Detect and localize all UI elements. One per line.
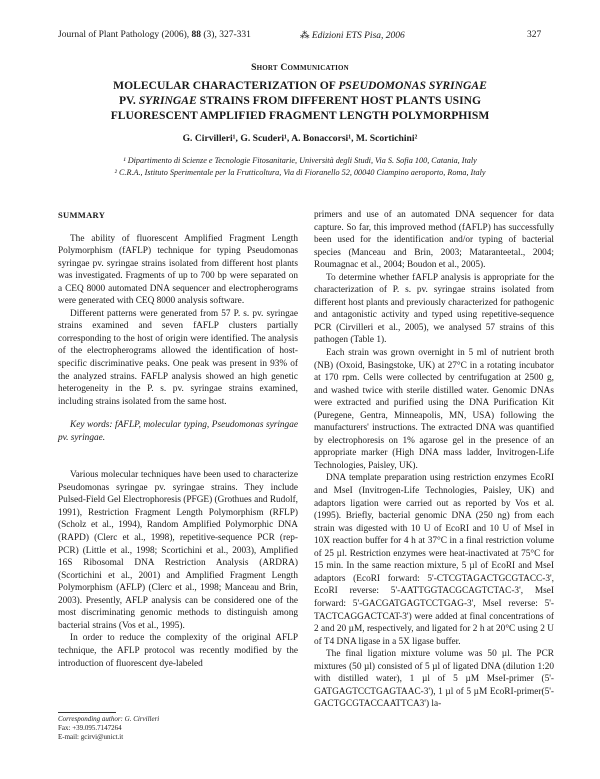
left-column bbox=[58, 209, 298, 670]
right-column bbox=[314, 209, 554, 711]
keywords: Key words: fAFLP, molecular typing, Pseudomonas syringae pv. syringae. bbox=[58, 420, 298, 443]
body-paragraph: DNA template preparation using restriction enzymes EcoRI and MseI (Invitrogen-Life Technologies, Paisley, UK) and adaptors ligation were carried out as reported by Vos et al. (1995). Briefly, bacterial genomic DNA (250 ng) from each strain was digested with 10 U of EcoRI and 10 U of MseI in 10X reaction buffer for 4 h at 37°C in a final restriction volume of 25 µl. Restriction enzymes were heat-inactivated at 75°C for 15 min. In the same reaction mixture, 5 µl of EcoRI and MseI adaptors (EcoRI forward: 5'-CTCGTAGACTGCGTACC-3', EcoRI reverse: 5'-AATTGGTACGCAGTCTAC-3', MseI forward: 5'-GACGATGAGTCCTGAG-3', MseI reverse: 5'-TACTCAGGACTCAT-3') were added at final concentrations of 2 and 20 µM, respectively, and ligated for 2 h at 20°C using 2 U of T4 DNA ligase in a 5X ligase buffer. bbox=[314, 473, 554, 647]
body-paragraph: Each strain was grown overnight in 5 ml of nutrient broth (NB) (Oxoid, Basingstoke, UK) at 27°C in a rotating incubator at 170 rpm. Cells were collected by centrifugation at 2500 g, and washed twice with sterile distilled water. Genomic DNAs were extracted and purified using the DNA Purification Kit (Puregene, Gentra, Minneapolis, MN, USA) following the manufacturers' instructions. The extracted DNA was quantified by electrophoresis on 1% agarose gel in the presence of an appropriate marker (High DNA mass ladder, Invitrogen-Life Technologies, Paisley, UK). bbox=[314, 348, 554, 471]
body-paragraph: Various molecular techniques have been used to characterize Pseudomonas syringae pv. syringae strains. They include Pulsed-Field Gel Electrophoresis (PFGE) (Grothues and Rudolf, 1991), Restriction Fragment Length Polymorphism (RFLP) (Scholz et al., 1994), Random Amplified Polymorphic DNA (RAPD) (Clerc et al., 1998), repetitive-sequence PCR (rep-PCR) (Little et al., 1998; Scortichini et al., 2003), Amplified 16S Ribosomal DNA Restriction Analysis (ARDRA) (Scortichini et al., 2001) and Amplified Fragment Length Polymorphism (AFLP) (Clerc et al., 1998; Manceau and Brin, 2003). Presently, AFLP analysis can be considered one of the most discriminating genomic methods to distinguish among bacterial strains (Vos et al., 1995). bbox=[58, 470, 298, 631]
footnote-rule bbox=[58, 712, 116, 713]
running-header-publisher: ⁂ Edizioni ETS Pisa, 2006 bbox=[300, 31, 405, 41]
volume: 88 bbox=[191, 30, 202, 40]
summary-paragraph: Different patterns were generated from 57 P. s. pv. syringae strains examined and seven fAFLP clusters partially corresponding to the host of origin were identified. The analysis of the electropherograms allowed the identification of host-specific discriminative peaks. One peak was present in 93% of the analyzed strains. FAFLP analysis showed an high genetic heterogeneity in the P. s. pv. syringae strains examined, including strains isolated from the same host. bbox=[58, 308, 298, 407]
page-number: 327 bbox=[527, 30, 542, 40]
summary-heading: SUMMARY bbox=[58, 210, 106, 220]
affiliation-1: ¹ Dipartimento di Scienze e Tecnologie Fitosanitarie, Università degli Studi, Via S. Sofia 100, Catania, Italy bbox=[123, 156, 477, 165]
running-header-journal: Journal of Plant Pathology (2006), 88 (3), 327-331 bbox=[58, 30, 251, 40]
affiliation-2: ² C.R.A., Istituto Sperimentale per la Frutticoltura, Via di Fioranello 52, 00040 Ciampino aeroporto, Roma, Italy bbox=[114, 168, 486, 177]
corresponding-author-footnote: Corresponding author: G. Cirvilleri Fax: +39.095.7147264 E-mail: gcirvi@unict.it bbox=[58, 715, 160, 742]
publisher-logo-icon: ⁂ bbox=[300, 31, 310, 41]
body-paragraph: primers and use of an automated DNA sequencer for data capture. So far, this improved method (fAFLP) has successfully been used for the identification and/or typing of bacterial species (Manceau and Brin, 2003; Mataranteetal., 2004; Roumagnac et al., 2004; Boudon et al., 2005). bbox=[314, 210, 554, 271]
article-type: Short Communication bbox=[251, 62, 349, 73]
body-paragraph: The final ligation mixture volume was 50 µl. The PCR mixtures (50 µl) consisted of 5 µl of ligated DNA (dilution 1:20 with distilled water), 1 µl of 5 µM MseI-primer (5'-GATGAGTCCTGAGTAAC-3'), 1 µl of 5 µM EcoRI-primer(5'-GACTGCGTACCAATTCA3') la- bbox=[314, 649, 554, 710]
body-paragraph: In order to reduce the complexity of the original AFLP technique, the AFLP protocol was recently modified by the introduction of fluorescent dye-labeled bbox=[58, 633, 298, 669]
body-paragraph: To determine whether fAFLP analysis is appropriate for the characterization of P. s. pv. syringae strains isolated from different host plants and previously characterized for pathogenic and antagonistic activity and typed using repetitive-sequence PCR (Cirvilleri et al., 2005), we analysed 57 strains of this pathogen (Table 1). bbox=[314, 272, 554, 346]
article-title: MOLECULAR CHARACTERIZATION OF PSEUDOMONAS SYRINGAE PV. SYRINGAE STRAINS FROM DIFFERENT HOST PLANTS USING FLUORESCENT AMPLIFIED FRAGMENT LENGTH POLYMORPHISM bbox=[110, 79, 490, 122]
summary-paragraph: The ability of fluorescent Amplified Fragment Length Polymorphism (fAFLP) technique for typing Pseudomonas syringae pv. syringae strains isolated from different host plants was investigated. Fragments of up to 700 bp were separated on a CEQ 8000 automated DNA sequencer and electropherograms were generated with CEQ 8000 analysis software. bbox=[58, 233, 298, 307]
authors: G. Cirvilleri¹, G. Scuderi¹, A. Bonaccorsi¹, M. Scortichini² bbox=[182, 133, 418, 144]
